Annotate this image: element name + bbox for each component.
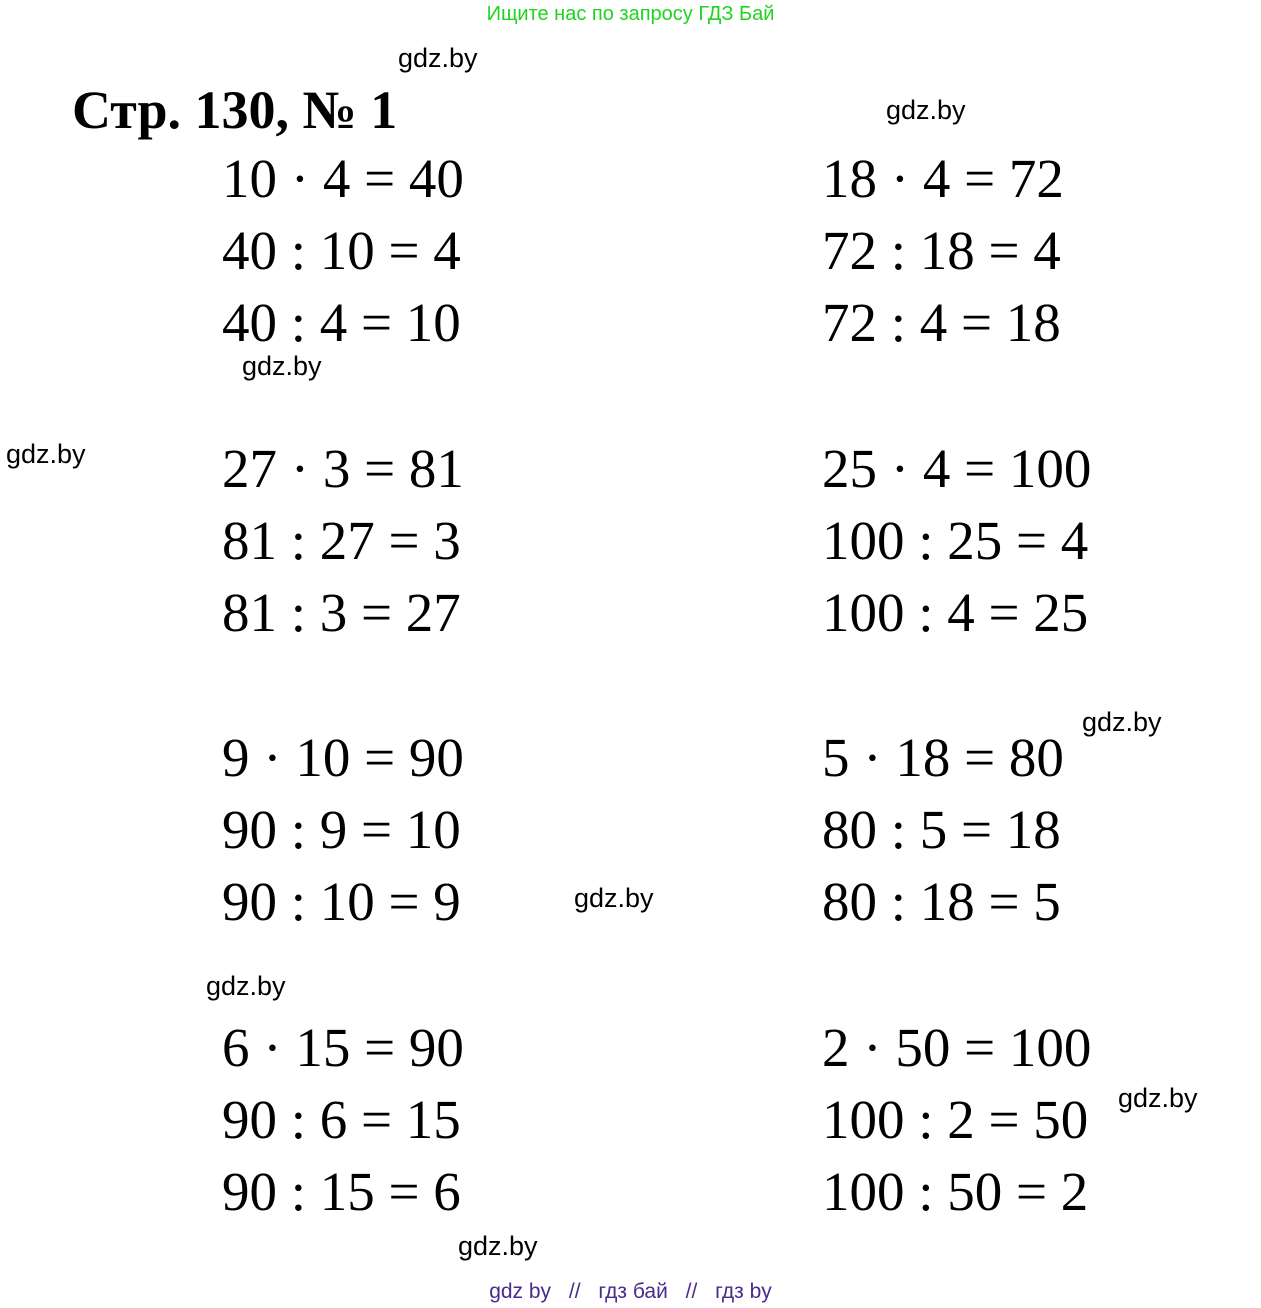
equation: 6 · 15 = 90 xyxy=(222,1017,464,1078)
equation: 90 : 15 = 6 xyxy=(222,1161,461,1222)
equation: 72 : 18 = 4 xyxy=(822,220,1061,281)
equation: 10 · 4 = 40 xyxy=(222,148,464,209)
watermark: gdz.by xyxy=(206,971,286,1001)
equation: 9 · 10 = 90 xyxy=(222,727,464,788)
watermark: gdz.by xyxy=(242,351,322,381)
equation: 2 · 50 = 100 xyxy=(822,1017,1092,1078)
search-banner-link[interactable]: Ищите нас по запросу ГДЗ Бай xyxy=(486,3,775,25)
page-title: Стр. 130, № 1 xyxy=(72,80,398,140)
footer-link-gdz-by[interactable]: gdz by xyxy=(489,1280,552,1303)
equation: 81 : 3 = 27 xyxy=(222,582,461,643)
watermark: gdz.by xyxy=(398,43,478,73)
equation: 18 · 4 = 72 xyxy=(822,148,1064,209)
equation: 100 : 4 = 25 xyxy=(822,582,1089,643)
footer-link-gdz-by-ru[interactable]: гдз by xyxy=(715,1280,772,1303)
equation: 80 : 18 = 5 xyxy=(822,871,1061,932)
watermark: gdz.by xyxy=(1082,707,1162,737)
equation: 40 : 10 = 4 xyxy=(222,220,461,281)
equation: 81 : 27 = 3 xyxy=(222,510,461,571)
equation: 80 : 5 = 18 xyxy=(822,799,1061,860)
equation: 90 : 9 = 10 xyxy=(222,799,461,860)
watermark: gdz.by xyxy=(1118,1083,1198,1113)
equation: 27 · 3 = 81 xyxy=(222,438,464,499)
footer-separator: // xyxy=(568,1280,581,1303)
watermark: gdz.by xyxy=(6,439,86,469)
equation: 100 : 25 = 4 xyxy=(822,510,1089,571)
equation: 40 : 4 = 10 xyxy=(222,292,461,353)
footer-separator: // xyxy=(685,1280,698,1303)
equation: 90 : 10 = 9 xyxy=(222,871,461,932)
watermark: gdz.by xyxy=(886,95,966,125)
equation: 25 · 4 = 100 xyxy=(822,438,1092,499)
watermark: gdz.by xyxy=(574,883,654,913)
equation: 5 · 18 = 80 xyxy=(822,727,1064,788)
equation: 100 : 50 = 2 xyxy=(822,1161,1089,1222)
footer-links xyxy=(0,1278,1261,1306)
equation: 90 : 6 = 15 xyxy=(222,1089,461,1150)
equation: 72 : 4 = 18 xyxy=(822,292,1061,353)
footer-link-gdz-bai[interactable]: гдз бай xyxy=(598,1280,668,1303)
watermark: gdz.by xyxy=(458,1231,538,1261)
equation: 100 : 2 = 50 xyxy=(822,1089,1089,1150)
